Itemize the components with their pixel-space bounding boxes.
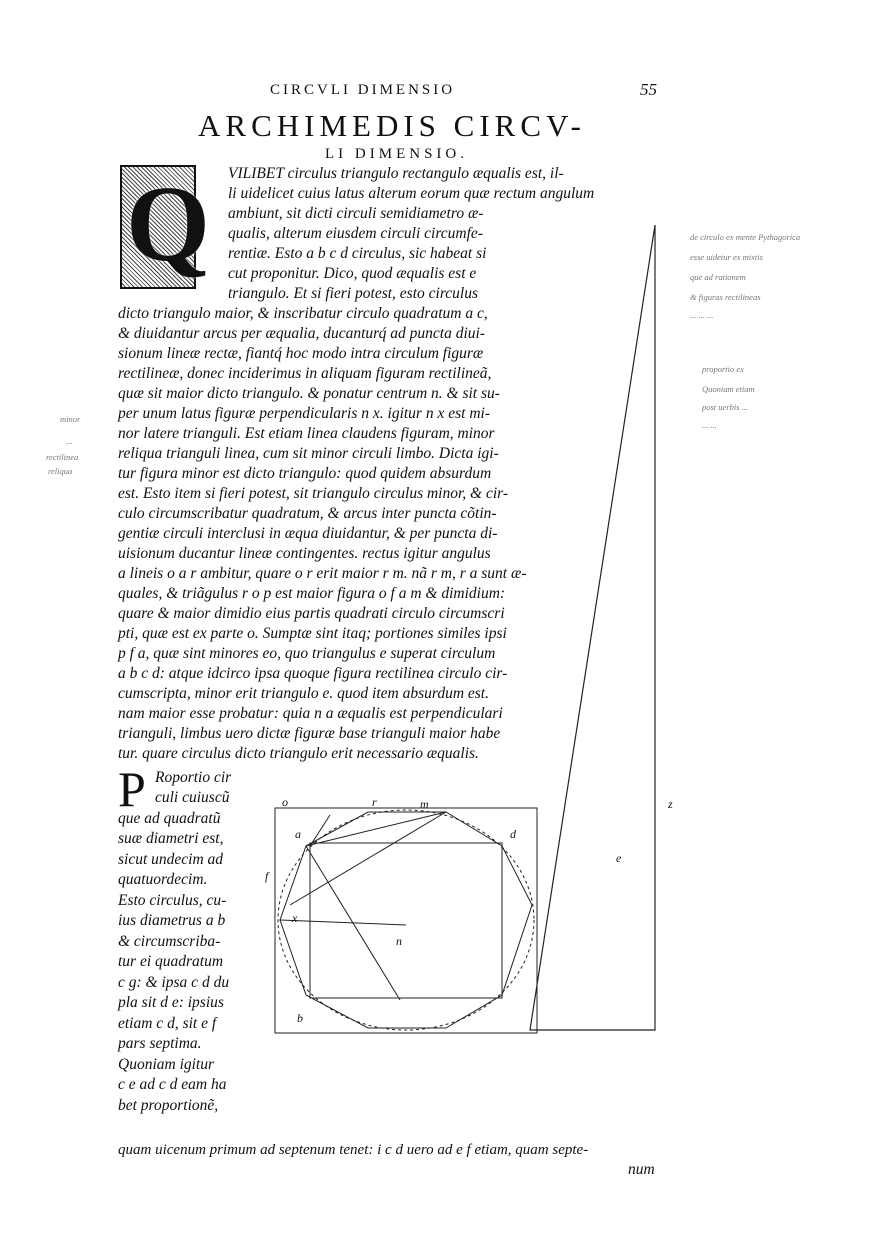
text-line: nor latere trianguli. Est etiam linea claudens figuram, minor [118,425,495,442]
text-line: a b c d: atque idcirco ipsa quoque figura rectilinea circulo cir- [118,665,508,682]
page-number: 55 [640,80,657,99]
text-line: pla sit d e: ipsius [118,994,224,1011]
text-line: ius diametrus a b [118,912,226,929]
text-line: culi cuiuscũ [155,789,230,806]
margin-note-line: que ad rationem [690,272,746,282]
main-subtitle: LI DIMENSIO. [325,146,468,162]
label-m: m [420,797,429,811]
margin-note-line: post uerbis ... [702,402,749,412]
label-o: o [282,795,288,809]
margin-note-line: ... [66,436,73,446]
text-line: triangulo. Et si fieri potest, esto circulus [228,285,478,302]
text-line: nam maior esse probatur: quia n a æqualis est perpendiculari [118,705,503,722]
second-drop-cap: P [118,761,146,817]
margin-note-line: proportio ex [702,364,744,374]
label-z: z [668,797,673,811]
text-line: c g: & ipsa c d du [118,974,230,991]
chord [280,920,406,925]
text-line: per unum latus figuræ perpendicularis n x. igitur n x est mi- [118,405,490,422]
text-line: sicut undecim ad [118,851,224,868]
text-line: quare & maior dimidio eius partis quadrati circulo circumscri [118,605,505,622]
text-line: cut proponitur. Dico, quod æqualis est e [228,265,477,282]
running-title: CIRCVLI DIMENSIO [270,82,456,98]
margin-note-line: Quoniam etiam [702,384,755,394]
label-f: f [265,869,269,883]
main-title: ARCHIMEDIS CIRCV- [198,108,586,143]
label-d: d [510,827,516,841]
text-line: ambiunt, sit dicti circuli semidiametro æ- [228,205,484,222]
text-line: reliqua trianguli linea, cum sit minor circuli limbo. Dicta igi- [118,445,499,462]
text-line: quatuordecim. [118,871,208,888]
drop-cap-letter: Q [126,165,211,284]
text-line: Roportio cir [155,769,232,786]
margin-note-line: minor [60,414,81,424]
chord [306,812,446,846]
text-line: qualis, alterum eiusdem circuli circumfe- [228,225,483,242]
triangle-e [530,225,655,1030]
text-line: quæ sit maior dicto triangulo. & ponatur centrum n. & sit su- [118,385,500,402]
label-a: a [295,827,301,841]
margin-note-line: reliqua [48,466,73,476]
text-line: tur. quare circulus dicto triangulo erit necessario æqualis. [118,745,479,762]
text-line: & diuidantur arcus per æqualia, ducanturq́ ad puncta diui- [118,325,485,342]
margin-note-line: rectilinea [46,452,79,462]
text-line: VILIBET circulus triangulo rectangulo æqualis est, il- [228,165,564,182]
margin-note-line: esse uidetur ex mixtis [690,252,763,262]
inscribed-polygon [280,812,532,1028]
margin-note-line: & figuras rectilineas [690,292,761,302]
text-line: rectilineæ, donec inciderimus in aliquam figuram rectilineã, [118,365,492,382]
text-line: pti, quæ est ex parte o. Sumptæ sint itaq; portiones similes ipsi [118,625,507,642]
text-line: a lineis o a r ambitur, quare o r erit maior r m. nã r m, r a sunt æ- [118,565,527,582]
text-line: & circumscriba- [118,933,221,950]
text-line: dicto triangulo maior, & inscribatur circulo quadratum a c, [118,305,488,322]
text-line: Esto circulus, cu- [118,892,227,909]
text-line: Quoniam igitur [118,1056,215,1073]
text-line: rentiæ. Esto a b c d circulus, sic habeat si [228,245,487,262]
text-line: p f a, quæ sint minores eo, quo triangulus e superat circulum [118,645,496,662]
text-line: cumscripta, minor erit triangulo e. quod item absurdum est. [118,685,489,702]
text-line: quales, & triãgulus r o p est maior figura o f a m & dimidium: [118,585,506,602]
margin-note-line: ... ... ... [690,310,714,320]
text-line: trianguli, limbus uero dictæ figuræ base trianguli maior habe [118,725,501,742]
label-x: x [292,911,298,925]
label-r: r [372,795,377,809]
text-line: tur ei quadratum [118,953,224,970]
closing-line: quam uicenum primum ad septenum tenet: i c d uero ad e f etiam, quam septe- [118,1142,589,1158]
catchword: num [628,1161,655,1178]
text-line: que ad quadratũ [118,810,221,827]
text-line: culo circumscribatur quadratum, & arcus inter puncta cõtin- [118,505,497,522]
text-line: gentiæ circuli interclusi in æqua diuidantur, & per puncta di- [118,525,498,542]
text-line: li uidelicet cuius latus alterum eorum quæ rectum angulum [228,185,595,202]
label-e: e [616,851,622,865]
label-b: b [297,1011,303,1025]
text-line: sionum lineæ rectæ, fiantq́ hoc modo intra circulum figuræ [118,345,484,362]
text-line: uisionum ducantur lineæ contingentes. rectus igitur angulus [118,545,491,562]
text-line: c e ad c d eam ha [118,1076,227,1093]
text-line: bet proportionẽ, [118,1097,219,1114]
inner-square [310,843,502,998]
margin-note-line: de circulo ex mente Pythagorica [690,232,801,242]
margin-note-line: ... ... [702,420,717,430]
label-n: n [396,934,402,948]
text-line: pars septima. [118,1035,202,1052]
text-line: etiam c d, sit e f [118,1015,217,1032]
text-line: tur figura minor est dicto triangulo: quod quidem absurdum [118,465,492,482]
text-line: suæ diametri est, [118,830,224,847]
text-line: est. Esto item si fieri potest, sit triangulo circulus minor, & cir- [118,485,509,502]
